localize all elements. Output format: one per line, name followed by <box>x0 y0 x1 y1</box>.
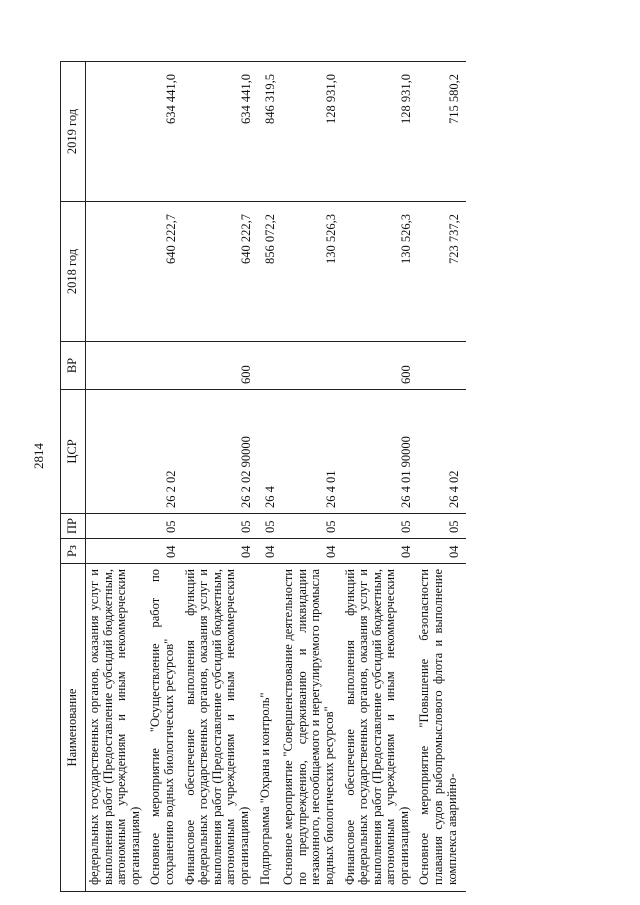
row-vr <box>259 342 283 390</box>
row-rz: 04 <box>344 539 419 564</box>
row-2018: 130 526,3 <box>282 202 343 342</box>
row-name: федеральных государственных органов, оказания услуг и выполнения работ (Предоставление субсидий бюджетным, автономным учреждениям и иным некоммерческим организациям) <box>86 564 150 892</box>
row-rz: 04 <box>259 539 283 564</box>
row-pr: 05 <box>418 514 466 539</box>
header-vr: ВР <box>61 342 86 390</box>
row-2018: 856 072,2 <box>259 202 283 342</box>
row-name: Основное мероприятие "Повышение безопасности плавания судов рыбопромыслового флота и выполнение комплекса аварийно- <box>418 564 466 892</box>
row-2018: 723 737,2 <box>418 202 466 342</box>
row-rz <box>86 539 150 564</box>
row-2019: 846 319,5 <box>259 62 283 202</box>
row-2018: 640 222,7 <box>149 202 183 342</box>
row-pr: 05 <box>282 514 343 539</box>
row-csr: 26 4 01 <box>282 390 343 514</box>
row-name: Основное мероприятие "Совершенствование деятельности по предупреждению, сдерживанию и ликвидации незаконного, несообщаемого и нерегулируемого промысла водных биологических ресурсов" <box>282 564 343 892</box>
row-csr: 26 4 02 <box>418 390 466 514</box>
row-2019: 634 441,0 <box>184 62 259 202</box>
row-vr <box>282 342 343 390</box>
row-name: Финансовое обеспечение выполнения функций федеральных государственных органов, оказания услуг и выполнения работ (Предоставление субсидий бюджетным, автономным учреждениям и иным некоммерческим организациям) <box>344 564 419 892</box>
row-csr: 26 2 02 90000 <box>184 390 259 514</box>
table-row <box>418 62 466 892</box>
row-vr <box>86 342 150 390</box>
table-row <box>282 62 343 892</box>
row-rz: 04 <box>149 539 183 564</box>
row-csr: 26 4 <box>259 390 283 514</box>
row-pr: 05 <box>259 514 283 539</box>
row-csr: 26 2 02 <box>149 390 183 514</box>
row-csr: 26 4 01 90000 <box>344 390 419 514</box>
row-csr <box>86 390 150 514</box>
row-2018: 640 222,7 <box>184 202 259 342</box>
budget-table <box>60 61 466 892</box>
table-header-row <box>61 62 86 892</box>
row-2019 <box>86 62 150 202</box>
page-number: 2814 <box>31 443 46 469</box>
row-pr: 05 <box>184 514 259 539</box>
row-2019: 715 580,2 <box>418 62 466 202</box>
row-name: Основное мероприятие "Осуществление работ по сохранению водных биологических ресурсов" <box>149 564 183 892</box>
row-pr: 05 <box>149 514 183 539</box>
table-row <box>149 62 183 892</box>
header-name: Наименование <box>61 564 86 892</box>
table-row <box>184 62 259 892</box>
row-vr <box>149 342 183 390</box>
row-vr <box>418 342 466 390</box>
header-rz: Рз <box>61 539 86 564</box>
row-2018 <box>86 202 150 342</box>
header-pr: ПР <box>61 514 86 539</box>
table-row <box>344 62 419 892</box>
table-row <box>86 62 150 892</box>
row-name: Подпрограмма "Охрана и контроль" <box>259 564 283 892</box>
row-rz: 04 <box>282 539 343 564</box>
row-rz: 04 <box>184 539 259 564</box>
table-row <box>259 62 283 892</box>
row-vr: 600 <box>184 342 259 390</box>
budget-table-page <box>60 62 615 892</box>
header-2018: 2018 год <box>61 202 86 342</box>
header-2019: 2019 год <box>61 62 86 202</box>
row-vr: 600 <box>344 342 419 390</box>
row-2019: 128 931,0 <box>344 62 419 202</box>
row-2019: 128 931,0 <box>282 62 343 202</box>
row-pr <box>86 514 150 539</box>
row-rz: 04 <box>418 539 466 564</box>
row-name: Финансовое обеспечение выполнения функций федеральных государственных органов, оказания услуг и выполнения работ (Предоставление субсидий бюджетным, автономным учреждениям и иным некоммерческим организациям) <box>184 564 259 892</box>
header-csr: ЦСР <box>61 390 86 514</box>
row-pr: 05 <box>344 514 419 539</box>
row-2019: 634 441,0 <box>149 62 183 202</box>
row-2018: 130 526,3 <box>344 202 419 342</box>
